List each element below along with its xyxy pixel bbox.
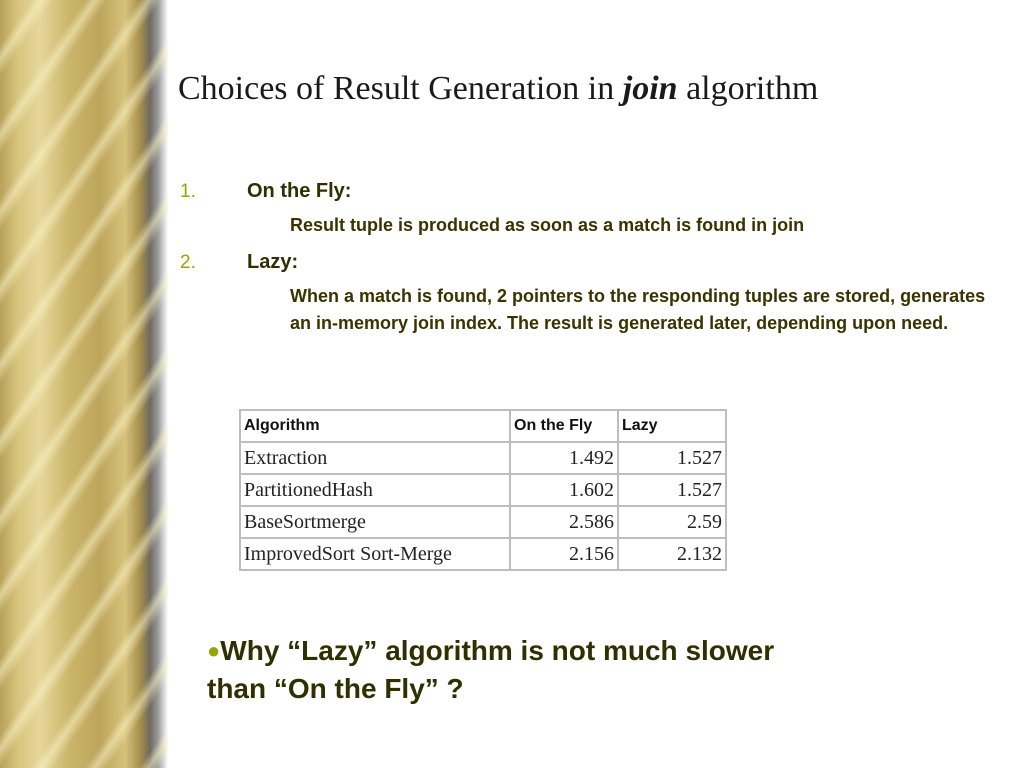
- cell-on-the-fly: 2.156: [510, 538, 618, 570]
- title-suffix: algorithm: [677, 70, 819, 107]
- title-prefix: Choices of Result Generation in: [178, 70, 623, 107]
- cell-lazy: 1.527: [618, 474, 726, 506]
- cell-algorithm: PartitionedHash: [240, 474, 510, 506]
- cell-lazy: 2.59: [618, 506, 726, 538]
- question-text: [207, 632, 807, 708]
- cell-on-the-fly: 2.586: [510, 506, 618, 538]
- table-row: [240, 442, 726, 474]
- item-2-detail: When a match is found, 2 pointers to the responding tuples are stored, generates an in-memory join index. The result is generated later, depending upon need.: [290, 286, 986, 333]
- results-table: [239, 409, 727, 571]
- item-2-heading: Lazy:: [247, 251, 299, 273]
- cell-on-the-fly: 1.492: [510, 442, 618, 474]
- item-2-number: 2.: [180, 252, 196, 273]
- cell-lazy: 2.132: [618, 538, 726, 570]
- header-on-the-fly: On the Fly: [510, 410, 618, 442]
- table-row: [240, 538, 726, 570]
- item-1-number: 1.: [180, 181, 196, 202]
- header-lazy: Lazy: [618, 410, 726, 442]
- table-row: [240, 474, 726, 506]
- cell-lazy: 1.527: [618, 442, 726, 474]
- slide-title: [178, 70, 818, 108]
- question-label: Why “Lazy” algorithm is not much slower than “On the Fly” ?: [207, 635, 775, 704]
- cell-algorithm: ImprovedSort Sort-Merge: [240, 538, 510, 570]
- cell-algorithm: Extraction: [240, 442, 510, 474]
- table-header-row: [240, 410, 726, 442]
- item-1-heading: On the Fly:: [247, 180, 352, 202]
- cell-on-the-fly: 1.602: [510, 474, 618, 506]
- table-row: [240, 506, 726, 538]
- cell-algorithm: BaseSortmerge: [240, 506, 510, 538]
- item-1-detail: Result tuple is produced as soon as a match is found in join: [290, 215, 805, 235]
- title-emphasis: join: [622, 70, 678, 107]
- header-algorithm: Algorithm: [240, 410, 510, 442]
- bullet-icon: ●: [207, 638, 221, 663]
